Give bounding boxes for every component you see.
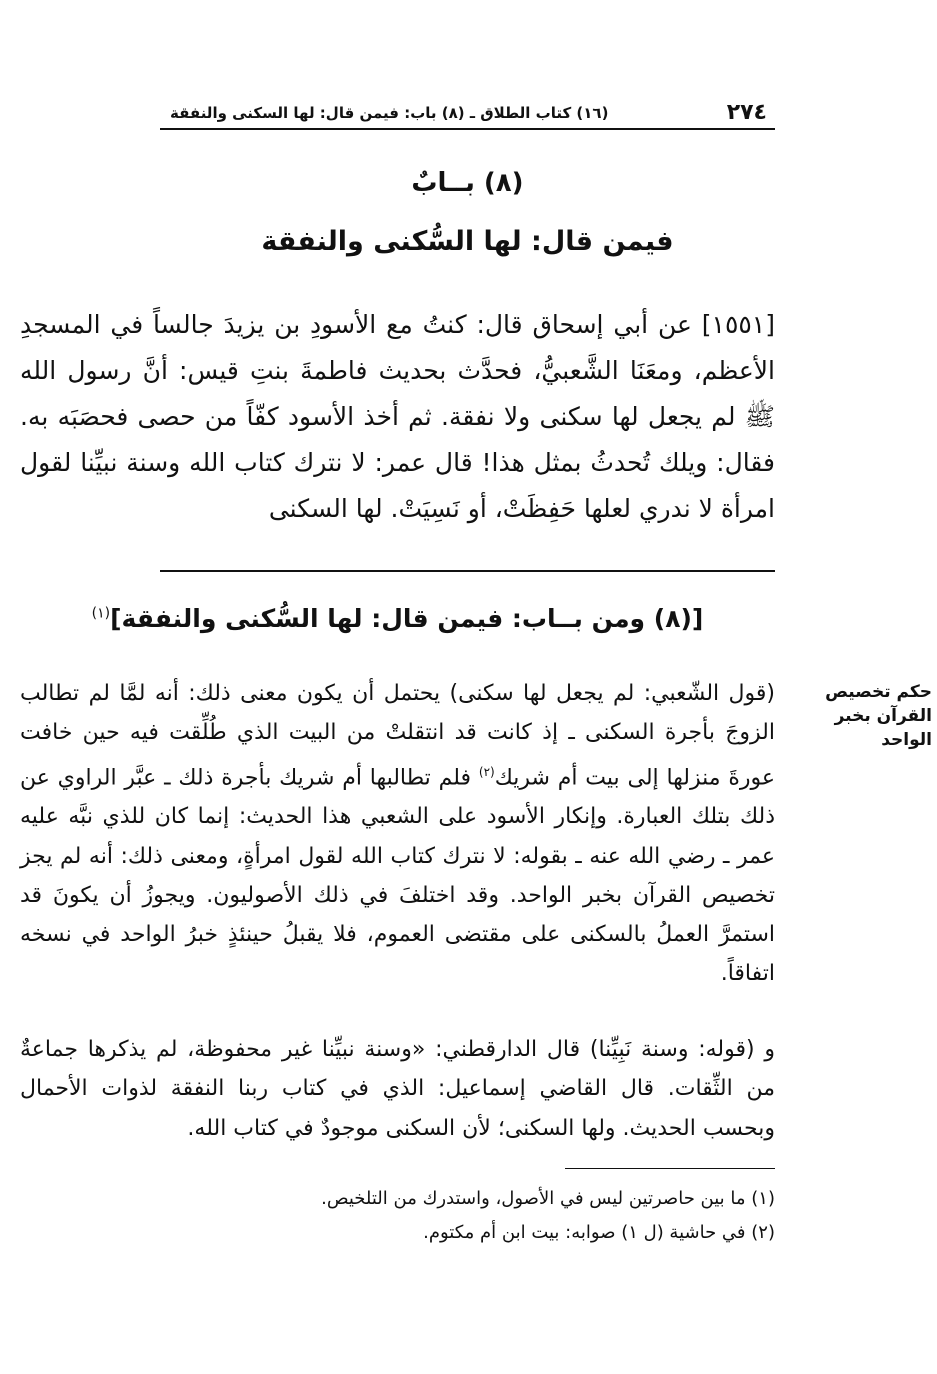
margin-note: حكم تخصيص القرآن بخبر الواحد <box>825 682 932 750</box>
running-title: (١٦) كتاب الطلاق ـ (٨) باب: فيمن قال: لها السكنى والنفقة <box>170 104 609 122</box>
footnote-1: (١) ما بين حاصرتين ليس في الأصول، واستدرك من التلخيص. <box>321 1188 775 1209</box>
header-rule <box>160 128 775 130</box>
chapter-number: (٨) بــابٌ <box>411 168 524 198</box>
commentary-paragraph-2: و (قوله: وسنة نَبِيِّنا) قال الدارقطني: «وسنة نبيِّنا غير محفوظة، لم يذكرها جماعةٌ من الثِّقات. قال القاضي إسماعيل: الذي في كتاب ربنا النفقة لذوات الأحمال وبحسب الحديث. ولها السكنى؛ لأن السكنى موجودٌ في كتاب الله. <box>20 1037 775 1141</box>
commentary-title <box>20 604 775 633</box>
hadith-text <box>20 302 775 532</box>
chapter-title: فيمن قال: لها السُّكنى والنفقة <box>261 226 674 257</box>
paragraph-1-part-a: (قول الشّعبي: لم يجعل لها سكنى) يحتمل أن يكون معنى ذلك: أنه لمَّا لم تطالب الزوجَ بأجرة السكنى ـ إذ كانت قد انتقلتْ من البيت الذي طُلِّقت فيه حين خافت عورةَ منزلها إلى بيت أم شريك <box>20 681 776 790</box>
footnote-2: (٢) في حاشية (ل ١) صوابه: بيت ابن أم مكتوم. <box>423 1222 775 1243</box>
running-header <box>160 100 775 130</box>
hadith-number: [١٥٥١] <box>701 310 775 339</box>
paragraph-1-part-b: فلم تطالبها أم شريك بأجرة ذلك ـ عبَّر الراوي عن ذلك بتلك العبارة. وإنكار الأسود على الشعبي هذا الحديث: إنما كان للذي نبَّه عليه عمر ـ رضي الله عنه ـ بقوله: لا نترك كتاب الله لقول امرأةٍ، ومعنى ذلك: أنه لم يجز تخصيص القرآن بخبر الواحد. وقد اختلفَ في ذلك الأصوليون. ويجوزُ أن يكونَ قد استمرَّ العملُ بالسكنى على مقتضى العموم، فلا يقبلُ حينئذٍ خبرُ الواحد في نسخه اتفاقاً. <box>20 764 775 987</box>
commentary-title-text: [(٨) ومن بــاب: فيمن قال: لها السُّكنى والنفقة] <box>110 604 704 633</box>
commentary-paragraph-1 <box>20 674 775 994</box>
section-divider <box>160 570 775 572</box>
footnote-ref-2: (٢) <box>478 764 495 779</box>
page-number: ٢٧٤ <box>726 100 767 125</box>
footnotes <box>20 1182 775 1250</box>
hadith-body: عن أبي إسحاق قال: كنتُ مع الأسودِ بن يزيدَ جالساً في المسجدِ الأعظم، ومعَنَا الشَّعبيُّ، فحدَّث بحديث فاطمةَ بنتِ قيس: أنَّ رسول الله ﷺ لم يجعل لها سكنى ولا نفقة. ثم أخذ الأسود كفّاً من حصى فحصَبَه به. فقال: ويلك تُحدثُ بمثل هذا! قال عمر: لا نترك كتاب الله وسنة نبيِّنا لقول امرأة لا ندري لعلها حَفِظَتْ، أو نَسِيَتْ. لها السكنى <box>20 310 775 523</box>
footnote-ref-1: (١) <box>91 605 111 622</box>
footnote-rule <box>565 1168 775 1169</box>
